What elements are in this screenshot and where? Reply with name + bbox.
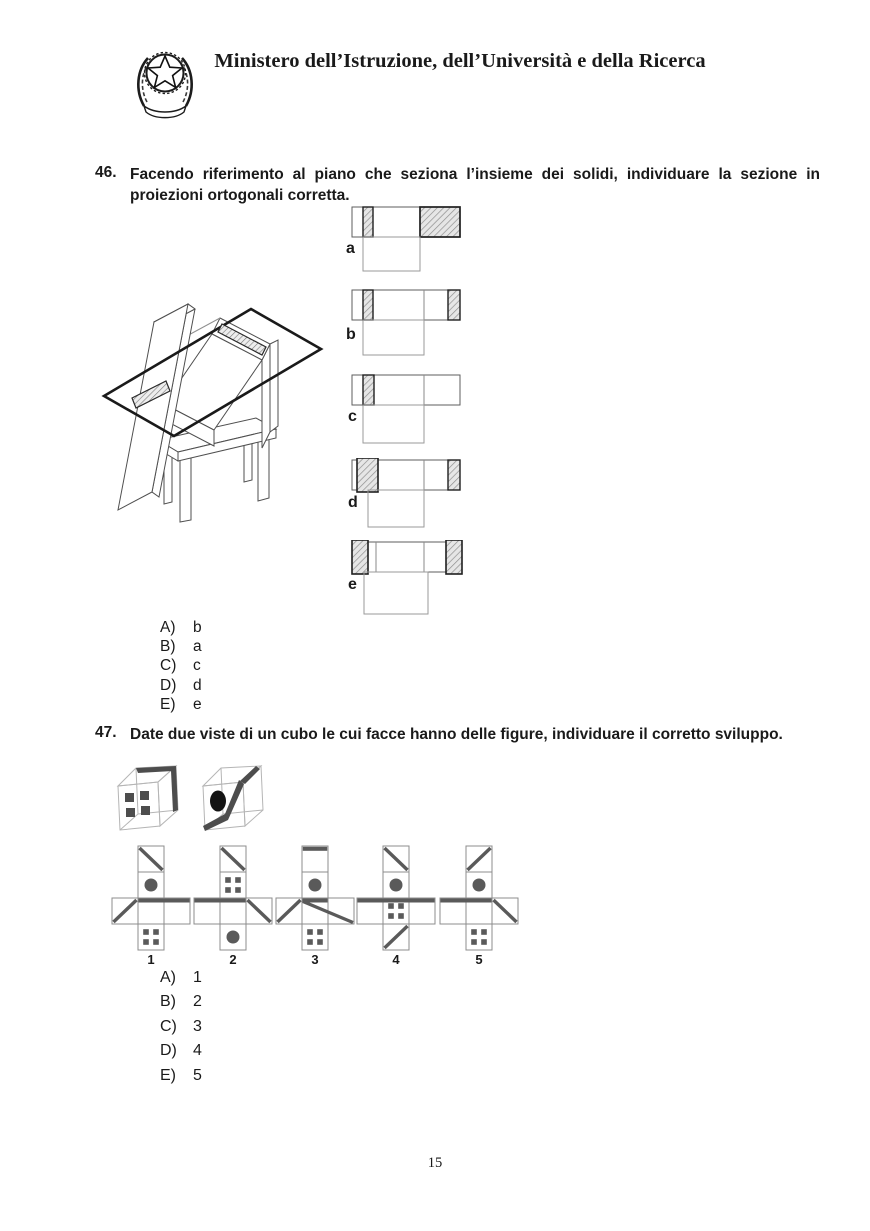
q47-answer-row-a <box>160 966 202 990</box>
answer-value: 3 <box>193 1017 202 1035</box>
q46-answer-row-c <box>160 656 202 675</box>
answer-letter: D) <box>160 1042 177 1060</box>
answer-value: e <box>193 695 202 713</box>
answer-value: 1 <box>193 969 202 986</box>
answer-letter: E) <box>160 1066 176 1084</box>
q46-text: Facendo riferimento al piano che seziona l’insieme dei solidi, individuare la sezione in proiezioni ortogonali corretta. <box>130 166 820 204</box>
q47-text: Date due viste di un cubo le cui facce hanno delle figure, individuare il corretto sviluppo. <box>130 726 783 743</box>
q47-answer-list <box>160 966 202 1088</box>
development-number: 2 <box>229 952 237 967</box>
cube-view-1-figure <box>112 762 190 846</box>
development-figure <box>193 845 273 951</box>
development-figure <box>439 845 519 951</box>
q46-answer-list <box>160 618 202 714</box>
cube2-top-stripe <box>240 766 260 784</box>
q46-answer-row-a <box>160 618 202 637</box>
answer-value: 4 <box>193 1042 202 1060</box>
answer-letter: D) <box>160 676 177 694</box>
development-2 <box>193 845 273 967</box>
option-label-a: a <box>346 240 355 257</box>
development-1 <box>111 845 191 967</box>
development-figure <box>111 845 191 951</box>
answer-value: 5 <box>193 1066 202 1084</box>
cube-view-2-figure <box>197 762 275 846</box>
answer-letter: B) <box>160 638 176 656</box>
answer-letter: C) <box>160 1017 177 1035</box>
option-label-d: d <box>348 494 358 511</box>
development-number: 5 <box>475 952 483 967</box>
q47-answer-row-b <box>160 990 202 1014</box>
development-number: 1 <box>147 952 155 967</box>
q46-solids-figure <box>98 282 342 544</box>
projection-option-c-figure <box>344 373 479 453</box>
development-3 <box>275 845 355 967</box>
q46-answer-row-d <box>160 676 202 695</box>
answer-letter: C) <box>160 657 177 675</box>
q46-answer-row-e <box>160 695 202 714</box>
answer-value: c <box>193 657 201 675</box>
q46-answer-row-b <box>160 637 202 656</box>
option-label-b: b <box>346 326 356 343</box>
projection-option-e-figure <box>344 540 479 620</box>
answer-value: b <box>193 619 202 636</box>
ministry-title: Ministero dell’Istruzione, dell’Università e della Ricerca <box>214 50 706 72</box>
q47-answer-row-e <box>160 1064 202 1088</box>
answer-letter: E) <box>160 695 176 713</box>
development-figure <box>275 845 355 951</box>
projection-option-b-figure <box>344 288 479 368</box>
answer-value: d <box>193 676 202 694</box>
q47-answer-row-d <box>160 1039 202 1063</box>
answer-value: 2 <box>193 993 202 1011</box>
development-number: 3 <box>311 952 319 967</box>
q47-answer-row-c <box>160 1015 202 1039</box>
development-5 <box>439 845 519 967</box>
development-number: 4 <box>392 952 400 967</box>
projection-option-d-figure <box>344 458 479 538</box>
answer-letter: A) <box>160 619 176 636</box>
answer-value: a <box>193 638 202 656</box>
answer-letter: A) <box>160 969 176 986</box>
page-number: 15 <box>427 1155 443 1171</box>
option-label-c: c <box>348 408 357 425</box>
development-figure <box>356 845 436 951</box>
answer-letter: B) <box>160 993 176 1011</box>
projection-option-a-figure <box>344 205 479 285</box>
q46-number: 46. <box>95 164 117 181</box>
development-4 <box>356 845 436 967</box>
q47-number: 47. <box>95 724 117 741</box>
option-label-e: e <box>348 576 357 593</box>
cube2-circle-face <box>210 791 226 812</box>
cube1-side-stripe <box>171 766 178 812</box>
